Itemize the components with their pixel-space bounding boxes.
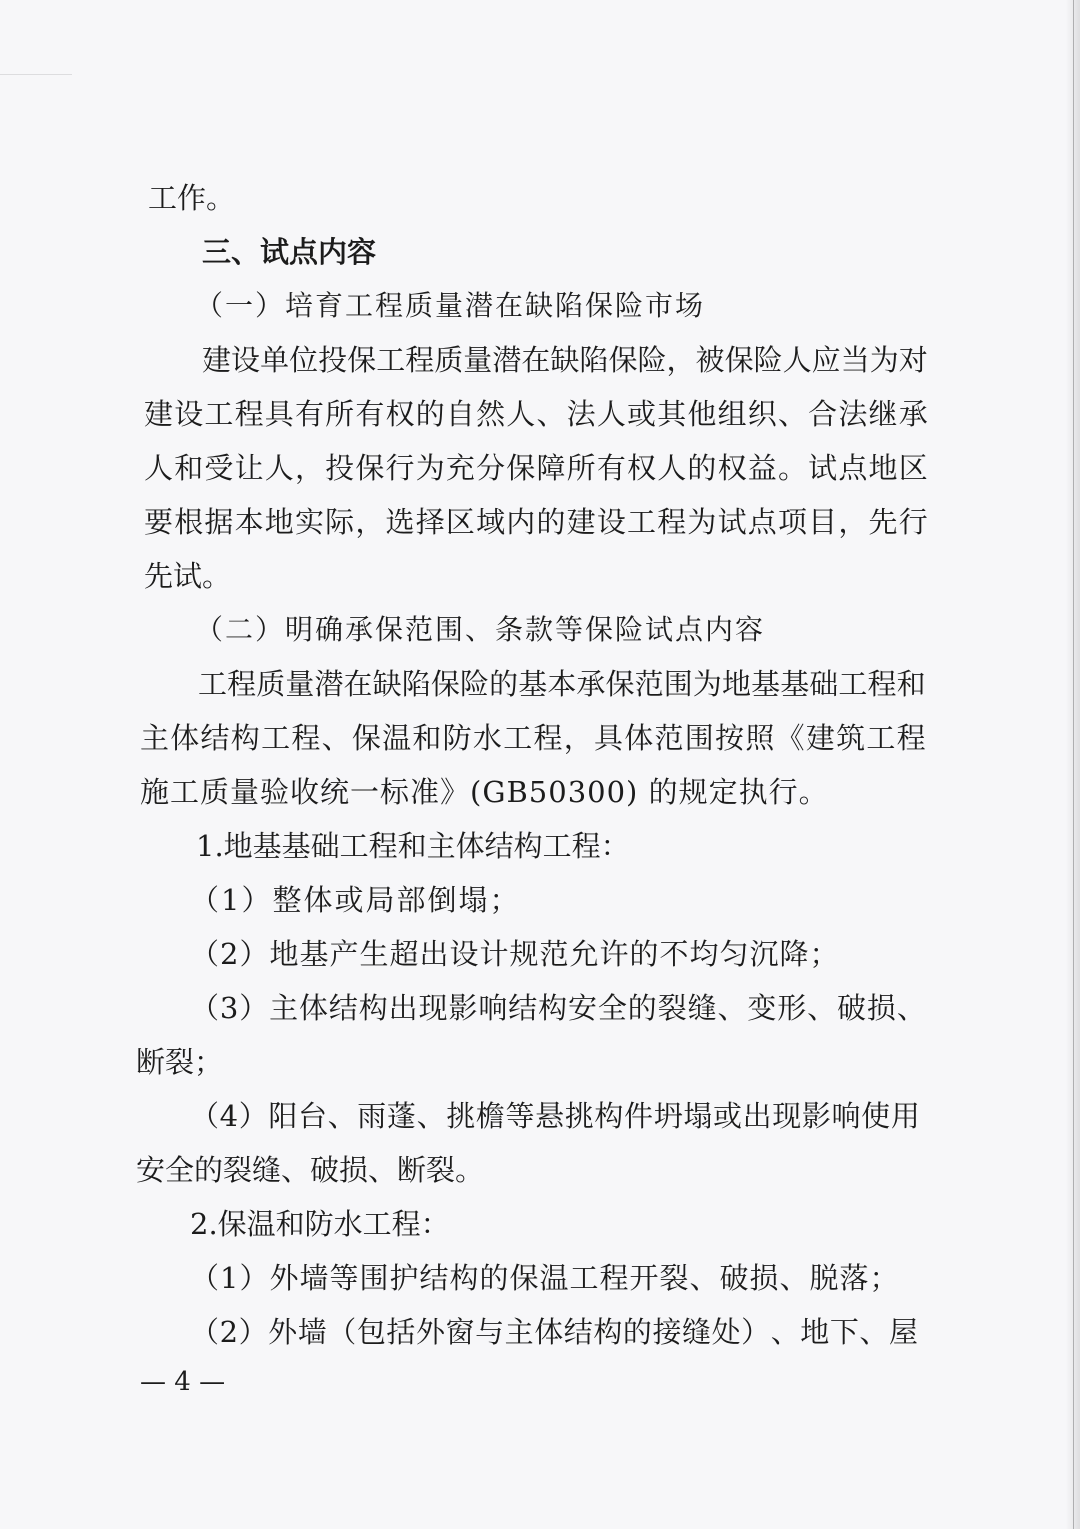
glyph: 、 [327, 1099, 357, 1133]
section-heading: 三、试点内容 [202, 235, 377, 269]
glyph: 承 [898, 397, 928, 431]
glyph: 有 [596, 451, 626, 485]
body-line-justified [198, 664, 926, 704]
glyph: 、 [807, 991, 837, 1025]
glyph: 在 [343, 667, 373, 701]
glyph: 的 [687, 451, 717, 485]
page-number: — 4 — [140, 1367, 226, 1397]
glyph: 程 [896, 721, 926, 755]
glyph: ） [238, 1315, 268, 1349]
glyph: 保 [351, 721, 381, 755]
scan-edge-line [1073, 0, 1074, 1529]
glyph: 基 [780, 667, 810, 701]
glyph: 缺 [550, 343, 580, 377]
list-item-justified [190, 1312, 918, 1352]
glyph: 险 [459, 667, 489, 701]
glyph: 权 [627, 451, 657, 485]
glyph: 工 [204, 397, 234, 431]
body-line-justified [144, 394, 928, 434]
glyph: 人 [506, 397, 536, 431]
glyph: 和 [412, 721, 442, 755]
body-line: 断裂； [136, 1045, 224, 1079]
glyph: 当 [840, 343, 870, 377]
glyph: 出 [388, 991, 418, 1025]
glyph: 响 [478, 991, 508, 1025]
glyph: 潜 [314, 667, 344, 701]
glyph: 投 [325, 451, 355, 485]
glyph: 保 [506, 451, 536, 485]
glyph: 保 [347, 343, 377, 377]
glyph: 域 [476, 505, 506, 539]
glyph: 本 [547, 667, 577, 701]
list-item-justified [190, 988, 926, 1028]
glyph: 2 [219, 1315, 239, 1349]
glyph: ） [741, 1315, 771, 1349]
glyph: 全 [597, 991, 627, 1025]
glyph: 影 [801, 1099, 831, 1133]
glyph: 主 [504, 1315, 534, 1349]
glyph: （ [327, 1315, 357, 1349]
glyph: 充 [445, 451, 475, 485]
glyph: 或 [627, 397, 657, 431]
glyph: 法 [566, 397, 596, 431]
glyph: 具 [593, 721, 623, 755]
glyph: 障 [536, 451, 566, 485]
glyph: 雨 [357, 1099, 387, 1133]
glyph: 形 [777, 991, 807, 1025]
glyph: 构 [593, 1315, 623, 1349]
glyph: 水 [472, 721, 502, 755]
glyph: ） [238, 1099, 268, 1133]
glyph: 工 [627, 505, 657, 539]
glyph: 在 [521, 343, 551, 377]
justified-text [144, 448, 928, 488]
glyph: 范 [634, 667, 664, 701]
glyph: 墙 [297, 1315, 327, 1349]
glyph: 让 [234, 451, 264, 485]
glyph: 继 [868, 397, 898, 431]
glyph: 体 [624, 721, 654, 755]
glyph: 设 [596, 505, 626, 539]
glyph: 保 [355, 451, 385, 485]
glyph: 件 [624, 1099, 654, 1133]
glyph: 试 [808, 451, 838, 485]
glyph: 试 [717, 505, 747, 539]
glyph: 阳 [268, 1099, 298, 1133]
justified-text [144, 502, 928, 542]
glyph: 基 [518, 667, 548, 701]
glyph: 结 [328, 991, 358, 1025]
glyph: 接 [652, 1315, 682, 1349]
glyph: 质 [434, 343, 464, 377]
glyph: 保 [608, 343, 638, 377]
glyph: 防 [442, 721, 472, 755]
glyph: 组 [717, 397, 747, 431]
glyph: 人 [144, 451, 174, 485]
glyph: 基 [751, 667, 781, 701]
glyph: 响 [831, 1099, 861, 1133]
glyph: 设 [231, 343, 261, 377]
glyph: 缺 [372, 667, 402, 701]
glyph: 险 [637, 343, 667, 377]
glyph: 地 [264, 505, 294, 539]
glyph: 结 [200, 721, 230, 755]
glyph: 的 [622, 1315, 652, 1349]
glyph: 工 [261, 721, 291, 755]
glyph: 与 [475, 1315, 505, 1349]
glyph: 程 [867, 667, 897, 701]
glyph: 出 [742, 1099, 772, 1133]
glyph: 实 [294, 505, 324, 539]
body-line: 2.保温和防水工程： [190, 1207, 450, 1241]
glyph: 程 [533, 721, 563, 755]
glyph: 内 [506, 505, 536, 539]
glyph: ， [563, 721, 593, 755]
glyph: 选 [385, 505, 415, 539]
glyph: 根 [174, 505, 204, 539]
glyph: 檐 [475, 1099, 505, 1133]
glyph: 为 [692, 667, 722, 701]
body-line-justified [140, 718, 926, 758]
glyph: 的 [489, 667, 519, 701]
glyph: 外 [268, 1315, 298, 1349]
glyph: 工 [838, 667, 868, 701]
glyph: 建 [202, 343, 232, 377]
glyph: 择 [415, 505, 445, 539]
glyph: 设 [174, 397, 204, 431]
glyph: 塌 [683, 1099, 713, 1133]
glyph: 的 [415, 397, 445, 431]
glyph: 程 [234, 397, 264, 431]
glyph: 主 [269, 991, 299, 1025]
glyph: 地 [721, 667, 751, 701]
glyph: 程 [657, 505, 687, 539]
glyph: 、 [770, 1315, 800, 1349]
glyph: 他 [687, 397, 717, 431]
justified-text [190, 1312, 918, 1352]
glyph: 、 [859, 1315, 889, 1349]
glyph: ） [239, 991, 269, 1025]
glyph: 构 [538, 991, 568, 1025]
glyph: 本 [234, 505, 264, 539]
glyph: 要 [144, 505, 174, 539]
list-item-justified [190, 1096, 920, 1136]
glyph: 、 [777, 397, 807, 431]
glyph: 、 [896, 991, 926, 1025]
glyph: 建 [566, 505, 596, 539]
glyph: 人 [657, 451, 687, 485]
glyph: （ [190, 991, 220, 1025]
glyph: 承 [576, 667, 606, 701]
glyph: 单 [260, 343, 290, 377]
glyph: 保 [724, 343, 754, 377]
glyph: 础 [809, 667, 839, 701]
glyph: 挑 [446, 1099, 476, 1133]
body-line-justified [144, 448, 928, 488]
body-line-justified [144, 502, 928, 542]
glyph: 为 [869, 343, 899, 377]
glyph: 陷 [401, 667, 431, 701]
glyph: 现 [418, 991, 448, 1025]
glyph: 程 [291, 721, 321, 755]
glyph: 程 [405, 343, 435, 377]
glyph: 益 [747, 451, 777, 485]
glyph: 体 [299, 991, 329, 1025]
list-item: （2）地基产生超出设计规范允许的不均匀沉降； [190, 937, 840, 971]
glyph: 。 [777, 451, 807, 485]
glyph: 工 [866, 721, 896, 755]
glyph: 结 [508, 991, 538, 1025]
glyph: 织 [747, 397, 777, 431]
glyph: 安 [568, 991, 598, 1025]
glyph: 照 [745, 721, 775, 755]
glyph: 蓬 [386, 1099, 416, 1133]
glyph: 建 [805, 721, 835, 755]
glyph: 或 [712, 1099, 742, 1133]
glyph: 裂 [657, 991, 687, 1025]
glyph: 包 [356, 1315, 386, 1349]
glyph: 保 [430, 667, 460, 701]
glyph: 险 [753, 343, 783, 377]
glyph: 影 [448, 991, 478, 1025]
body-line: 先试。 [144, 559, 232, 593]
glyph: 对 [898, 343, 928, 377]
glyph: （ [190, 1099, 220, 1133]
glyph: 陷 [579, 343, 609, 377]
glyph: 自 [445, 397, 475, 431]
glyph: 有 [294, 397, 324, 431]
glyph: 缝 [682, 1315, 712, 1349]
glyph: 项 [777, 505, 807, 539]
glyph: 合 [808, 397, 838, 431]
glyph: 4 [219, 1099, 239, 1133]
glyph: 、 [416, 1099, 446, 1133]
glyph: 处 [711, 1315, 741, 1349]
glyph: 权 [385, 397, 415, 431]
glyph: 点 [838, 451, 868, 485]
glyph: 行 [385, 451, 415, 485]
glyph: 区 [445, 505, 475, 539]
glyph: 据 [204, 505, 234, 539]
glyph: 保 [605, 667, 635, 701]
glyph: 人 [264, 451, 294, 485]
glyph: 工 [376, 343, 406, 377]
glyph: 所 [325, 397, 355, 431]
glyph: 工 [503, 721, 533, 755]
glyph: 主 [140, 721, 170, 755]
glyph: 点 [747, 505, 777, 539]
glyph: 目 [808, 505, 838, 539]
glyph: 悬 [535, 1099, 565, 1133]
glyph: 破 [837, 991, 867, 1025]
body-line: 安全的裂缝、破损、断裂。 [136, 1153, 485, 1187]
glyph: 变 [747, 991, 777, 1025]
scan-artifact-mark [0, 74, 72, 75]
justified-text [202, 340, 928, 380]
glyph: 程 [227, 667, 257, 701]
glyph: ， [294, 451, 324, 485]
glyph: 括 [386, 1315, 416, 1349]
glyph: 《 [775, 721, 805, 755]
glyph: 位 [289, 343, 319, 377]
glyph: 构 [230, 721, 260, 755]
glyph: 3 [219, 991, 239, 1025]
glyph: 其 [657, 397, 687, 431]
glyph: ， [666, 343, 696, 377]
glyph: 、 [321, 721, 351, 755]
glyph: 人 [782, 343, 812, 377]
glyph: 构 [358, 991, 388, 1025]
glyph: 体 [534, 1315, 564, 1349]
justified-text [190, 1096, 920, 1136]
glyph: 损 [866, 991, 896, 1025]
glyph: 工 [198, 667, 228, 701]
glyph: 的 [627, 991, 657, 1025]
glyph: 受 [204, 451, 234, 485]
glyph: 用 [890, 1099, 920, 1133]
glyph: 筑 [836, 721, 866, 755]
glyph: 按 [715, 721, 745, 755]
glyph: 构 [594, 1099, 624, 1133]
subsection-heading: （二）明确承保范围、条款等保险试点内容 [195, 613, 766, 646]
glyph: ， [355, 505, 385, 539]
glyph: 然 [476, 397, 506, 431]
glyph: 体 [170, 721, 200, 755]
glyph: 温 [382, 721, 412, 755]
glyph: 范 [654, 721, 684, 755]
glyph: 挑 [564, 1099, 594, 1133]
glyph: 的 [536, 505, 566, 539]
glyph: 质 [256, 667, 286, 701]
glyph: 和 [174, 451, 204, 485]
justified-text [190, 988, 926, 1028]
body-line: 施工质量验收统一标准》(GB50300) 的规定执行。 [140, 775, 829, 809]
glyph: 使 [861, 1099, 891, 1133]
glyph: 潜 [492, 343, 522, 377]
glyph: 坍 [653, 1099, 683, 1133]
glyph: 具 [264, 397, 294, 431]
glyph: 外 [415, 1315, 445, 1349]
glyph: 和 [896, 667, 926, 701]
glyph: 地 [800, 1315, 830, 1349]
body-line-justified [202, 340, 928, 380]
glyph: 建 [144, 397, 174, 431]
glyph: 权 [717, 451, 747, 485]
glyph: 窗 [445, 1315, 475, 1349]
glyph: 屋 [888, 1315, 918, 1349]
justified-text [140, 718, 926, 758]
glyph: 下 [829, 1315, 859, 1349]
glyph: 现 [772, 1099, 802, 1133]
glyph: 地 [868, 451, 898, 485]
list-item: （1）整体或局部倒塌； [190, 883, 521, 917]
glyph: 为 [687, 505, 717, 539]
glyph: 量 [463, 343, 493, 377]
glyph: 缝 [687, 991, 717, 1025]
glyph: 所 [566, 451, 596, 485]
glyph: 台 [298, 1099, 328, 1133]
glyph: 有 [355, 397, 385, 431]
glyph: （ [190, 1315, 220, 1349]
glyph: 法 [838, 397, 868, 431]
glyph: 、 [536, 397, 566, 431]
justified-text [198, 664, 926, 704]
glyph: 人 [596, 397, 626, 431]
glyph: 等 [505, 1099, 535, 1133]
glyph: 、 [717, 991, 747, 1025]
justified-text [144, 394, 928, 434]
glyph: 应 [811, 343, 841, 377]
glyph: 量 [285, 667, 315, 701]
subsection-heading: （一）培育工程质量潜在缺陷保险市场 [195, 289, 706, 322]
glyph: 结 [563, 1315, 593, 1349]
glyph: 被 [695, 343, 725, 377]
glyph: 围 [663, 667, 693, 701]
glyph: 行 [898, 505, 928, 539]
list-item: （1）外墙等围护结构的保温工程开裂、破损、脱落； [190, 1261, 900, 1295]
glyph: 先 [868, 505, 898, 539]
glyph: 为 [415, 451, 445, 485]
glyph: 际 [325, 505, 355, 539]
glyph: 分 [476, 451, 506, 485]
glyph: 区 [898, 451, 928, 485]
glyph: 投 [318, 343, 348, 377]
body-line: 1.地基基础工程和主体结构工程： [196, 829, 630, 863]
body-line: 工作。 [148, 181, 236, 215]
glyph: 围 [684, 721, 714, 755]
glyph: ， [838, 505, 868, 539]
